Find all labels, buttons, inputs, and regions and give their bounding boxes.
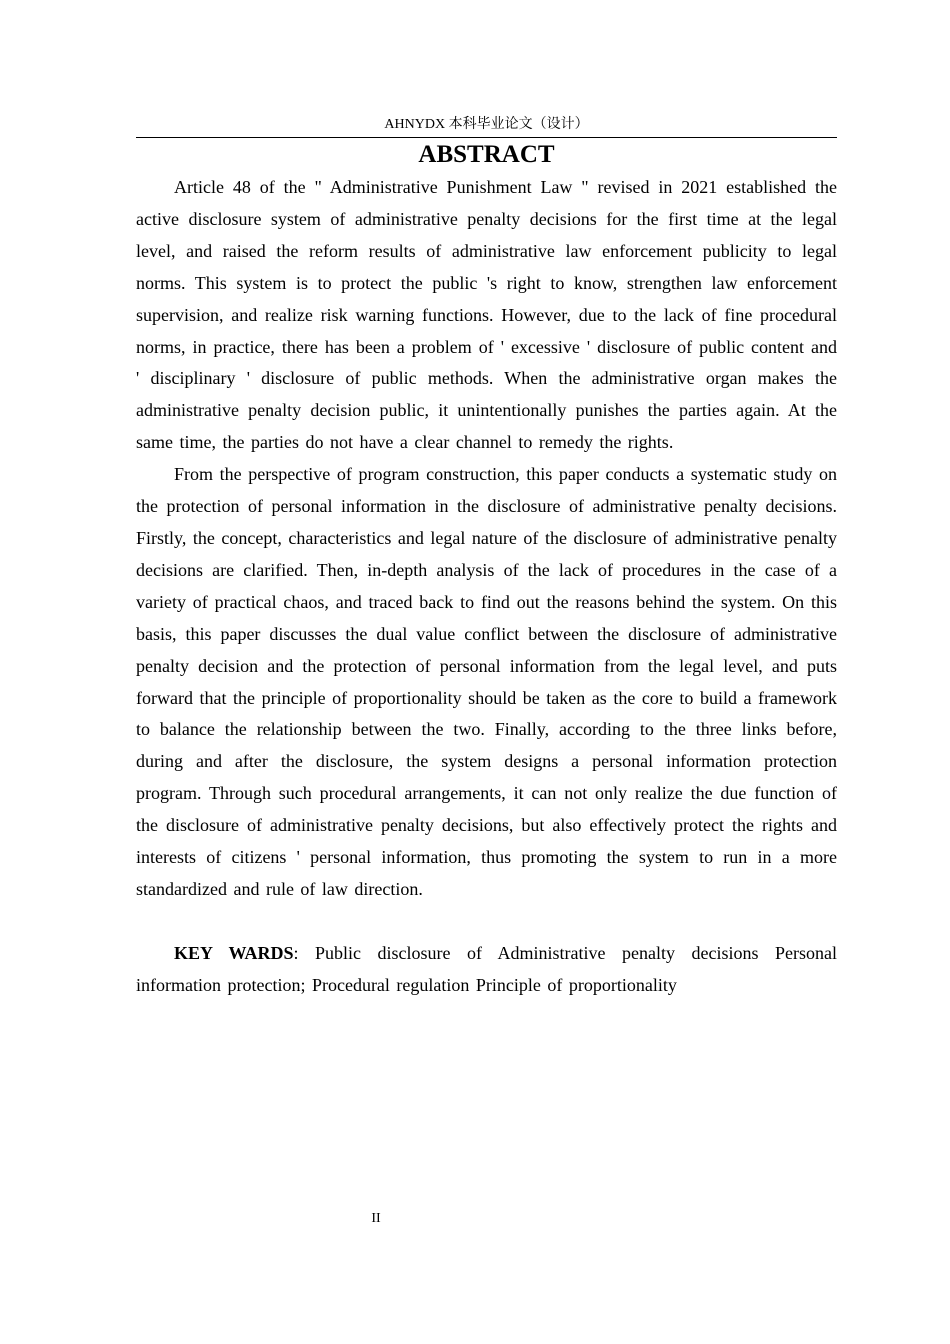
abstract-title: ABSTRACT (418, 141, 555, 168)
keywords-text: Public disclosure of Administrative penalty decisions Personal information protection; Procedural regulation Principle of proportionality (136, 942, 837, 995)
keywords-paragraph (136, 938, 837, 1002)
abstract-paragraph-1: Article 48 of the " Administrative Punishment Law " revised in 2021 established the active disclosure system of administrative penalty decisions for the first time at the legal level, and raised the reform results of administrative law enforcement publicity to legal norms. This system is to protect the public 's right to know, strengthen law enforcement supervision, and realize risk warning functions. However, due to the lack of fine procedural norms, in practice, there has been a problem of ' excessive ' disclosure of public content and ' disciplinary ' disclosure of public methods. When the administrative organ makes the administrative penalty decision public, it unintentionally punishes the parties again. At the same time, the parties do not have a clear channel to remedy the rights. (136, 177, 837, 453)
abstract-body (136, 172, 837, 1002)
page-number: II (371, 1211, 381, 1226)
abstract-paragraph-2: From the perspective of program construction, this paper conducts a systematic study on the protection of personal information in the disclosure of administrative penalty decisions. Firstly, the concept, characteristics and legal nature of the disclosure of administrative penalty decisions are clarified. Then, in-depth analysis of the lack of procedures in the case of a variety of practical chaos, and traced back to find out the reasons behind the system. On this basis, this paper discusses the dual value conflict between the disclosure of administrative penalty decision and the protection of personal information from the legal level, and puts forward that the principle of proportionality should be taken as the core to build a framework to balance the relationship between the two. Finally, according to the three links before, during and after the disclosure, the system designs a personal information protection program. Through such procedural arrangements, it can not only realize the due function of the disclosure of administrative penalty decisions, but also effectively protect the rights and interests of citizens ' personal information, thus promoting the system to run in a more standardized and rule of law direction. (136, 464, 837, 899)
keywords-label: KEY WARDS (174, 942, 294, 963)
paragraph-spacer (136, 906, 837, 938)
keywords-separator: : (293, 942, 299, 963)
header-rule (136, 137, 837, 138)
running-header: AHNYDX 本科毕业论文（设计） (384, 117, 589, 132)
